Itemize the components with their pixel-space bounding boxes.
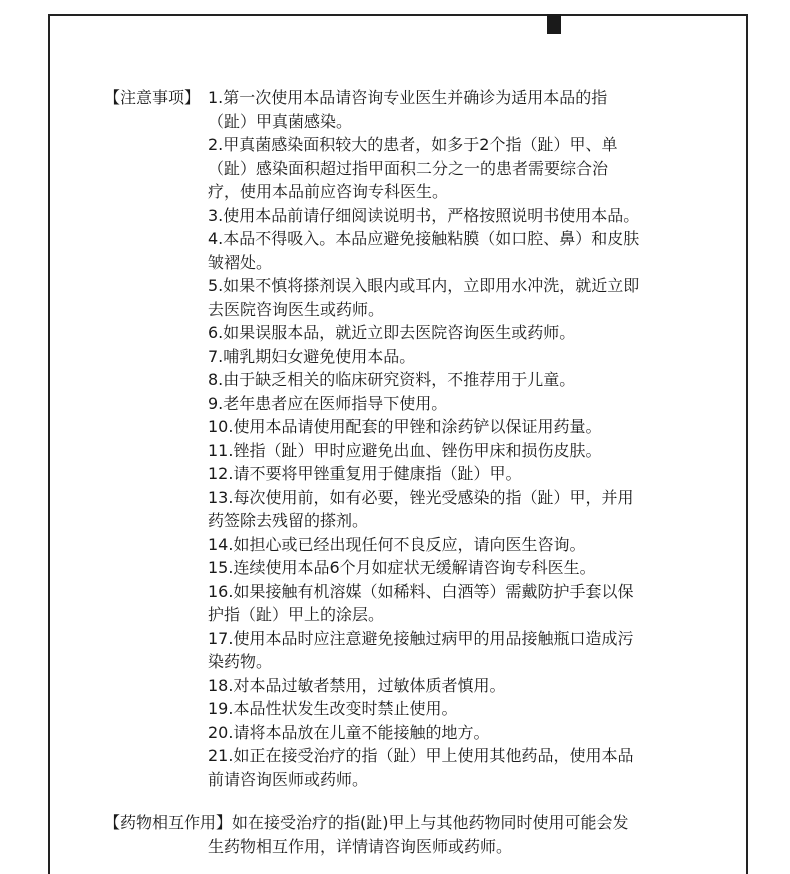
precaution-item xyxy=(208,533,704,557)
precaution-item-line: 18.对本品过敏者禁用，过敏体质者慎用。 xyxy=(208,675,506,695)
precaution-item-line: 20.请将本品放在儿童不能接触的地方。 xyxy=(208,722,490,742)
precaution-item-line: 1.第一次使用本品请咨询专业医生并确诊为适用本品的指 xyxy=(208,88,608,107)
precaution-item-line: 7.哺乳期妇女避免使用本品。 xyxy=(208,346,416,366)
precaution-item-line: 14.如担心或已经出现任何不良反应，请向医生咨询。 xyxy=(208,534,586,554)
precaution-item xyxy=(208,462,704,486)
precautions-list xyxy=(208,86,704,791)
interactions-label: 【药物相互作用】 xyxy=(104,813,233,832)
precaution-item-line: 11.锉指（趾）甲时应避免出血、锉伤甲床和损伤皮肤。 xyxy=(208,440,602,460)
interactions-section xyxy=(104,811,704,858)
precaution-item xyxy=(208,133,704,204)
precaution-item xyxy=(208,274,704,321)
precaution-item xyxy=(208,204,704,228)
precaution-item-line: 皱褶处。 xyxy=(208,252,273,272)
precaution-item-line: 17.使用本品时应注意避免接触过病甲的用品接触瓶口造成污 xyxy=(208,628,634,648)
precaution-item-line: （趾）感染面积超过指甲面积二分之一的患者需要综合治 xyxy=(208,158,609,178)
precaution-item-line: 2.甲真菌感染面积较大的患者，如多于2个指（趾）甲、单 xyxy=(208,135,618,154)
precaution-item-line: 5.如果不慎将搽剂误入眼内或耳内，立即用水冲洗，就近立即 xyxy=(208,276,640,295)
precaution-item-line: 8.由于缺乏相关的临床研究资料，不推荐用于儿童。 xyxy=(208,370,576,389)
precaution-item-line: 4.本品不得吸入。本品应避免接触粘膜（如口腔、鼻）和皮肤 xyxy=(208,229,640,248)
precaution-item-line: 6.如果误服本品，就近立即去医院咨询医生或药师。 xyxy=(208,323,576,342)
precaution-item-line: 15.连续使用本品6个月如症状无缓解请咨询专科医生。 xyxy=(208,558,596,577)
precaution-item xyxy=(208,321,704,345)
precaution-item-line: 前请咨询医师或药师。 xyxy=(208,769,369,789)
precaution-item-line: （趾）甲真菌感染。 xyxy=(208,111,353,131)
interactions-text-line-2: 生药物相互作用，详情请咨询医师或药师。 xyxy=(208,836,513,856)
precaution-item xyxy=(208,674,704,698)
precaution-item-line: 10.使用本品请使用配套的甲锉和涂药铲以保证用药量。 xyxy=(208,417,602,436)
precaution-item xyxy=(208,580,704,627)
tab-marker xyxy=(547,14,561,34)
precaution-item xyxy=(208,345,704,369)
precaution-item xyxy=(208,439,704,463)
precaution-item xyxy=(208,627,704,674)
precaution-item-line: 13.每次使用前，如有必要，锉光受感染的指（趾）甲，并用 xyxy=(208,487,634,507)
precaution-item-line: 药签除去残留的搽剂。 xyxy=(208,511,369,530)
precaution-item xyxy=(208,392,704,416)
precaution-item-line: 护指（趾）甲上的涂层。 xyxy=(208,605,385,624)
precaution-item xyxy=(208,721,704,745)
interactions-text-line-1: 如在接受治疗的指(趾)甲上与其他药物同时使用可能会发 xyxy=(232,813,629,832)
precaution-item xyxy=(208,556,704,580)
precaution-item xyxy=(208,227,704,274)
precaution-item-line: 去医院咨询医生或药师。 xyxy=(208,299,385,319)
precaution-item-line: 19.本品性状发生改变时禁止使用。 xyxy=(208,699,458,718)
precaution-item xyxy=(208,486,704,533)
precaution-item xyxy=(208,697,704,721)
precaution-item-line: 3.使用本品前请仔细阅读说明书，严格按照说明书使用本品。 xyxy=(208,205,640,225)
precaution-item-line: 染药物。 xyxy=(208,652,273,671)
precaution-item xyxy=(208,368,704,392)
precaution-item-line: 12.请不要将甲锉重复用于健康指（趾）甲。 xyxy=(208,464,522,483)
precaution-item xyxy=(208,86,704,133)
precaution-item xyxy=(208,415,704,439)
precaution-item-line: 16.如果接触有机溶媒（如稀料、白酒等）需戴防护手套以保 xyxy=(208,581,634,601)
precautions-label: 【注意事项】 xyxy=(104,88,201,107)
precaution-item-line: 9.老年患者应在医师指导下使用。 xyxy=(208,393,448,413)
precaution-item-line: 疗，使用本品前应咨询专科医生。 xyxy=(208,182,449,201)
precaution-item xyxy=(208,744,704,791)
precaution-item-line: 21.如正在接受治疗的指（趾）甲上使用其他药品，使用本品 xyxy=(208,746,634,765)
